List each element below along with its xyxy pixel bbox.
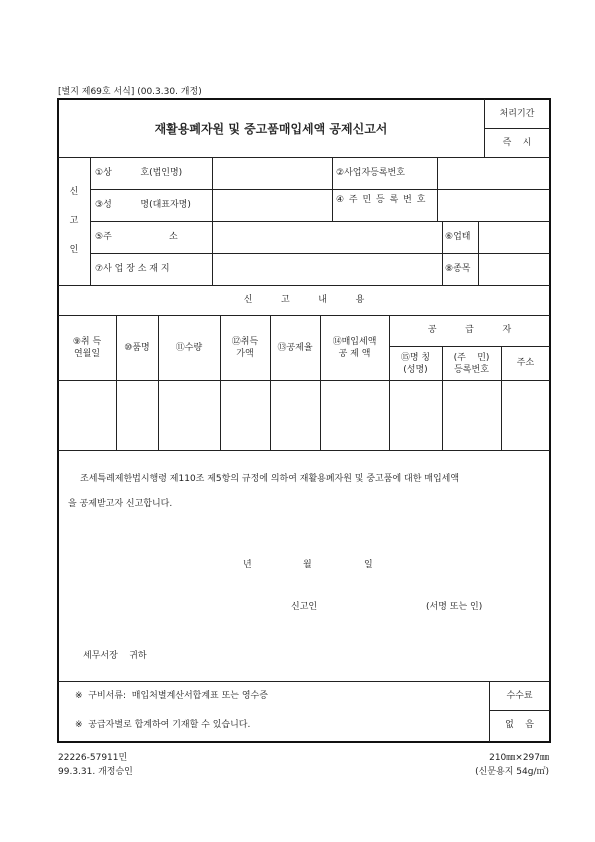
column-acquisition-price-2: 가액 bbox=[236, 349, 254, 359]
applicant-section-char-1: 신 bbox=[69, 187, 79, 197]
business-item-label: ⑧종목 bbox=[445, 264, 471, 274]
column-deduction-rate: ⑬공제율 bbox=[277, 343, 313, 353]
declaration-text-line-1: 조세특례제한법시행령 제110조 제5항의 규정에 의하여 재활용폐자원 및 중고품에 대한 매입세액 bbox=[80, 474, 460, 484]
representative-name-field[interactable] bbox=[213, 190, 331, 220]
frame-bottom bbox=[58, 741, 550, 743]
applicant-section-char-3: 인 bbox=[69, 245, 79, 255]
fee-label: 수수료 bbox=[506, 691, 533, 701]
content-section-heading: 신 고 내 용 bbox=[243, 295, 365, 305]
business-type-field[interactable] bbox=[479, 222, 548, 252]
processing-period-label: 처리기간 bbox=[499, 109, 535, 119]
applicant-section-char-2: 고 bbox=[69, 216, 79, 226]
date-month-label: 월 bbox=[303, 560, 312, 570]
applicant-sign-label: 신고인 bbox=[291, 602, 318, 612]
column-acquisition-date-1: ⑨취 득 bbox=[72, 337, 102, 347]
signature-or-seal-label: (서명 또는 인) bbox=[426, 602, 483, 612]
table-row[interactable] bbox=[58, 381, 549, 449]
resident-registration-label: ④ 주 민 등 록 번 호 bbox=[336, 195, 427, 205]
form-number-note: [별지 제69호 서식] (00.3.30. 개정) bbox=[58, 87, 202, 97]
frame-right bbox=[549, 98, 551, 743]
column-supplier-address: 주소 bbox=[516, 358, 535, 368]
column-supplier-id-2: 등록번호 bbox=[454, 365, 489, 375]
date-year-label: 년 bbox=[243, 560, 252, 570]
processing-period-value: 즉 시 bbox=[502, 138, 532, 148]
column-item-name: ⑩품명 bbox=[124, 343, 150, 353]
recipient-label: 세무서장 귀하 bbox=[83, 651, 147, 661]
required-documents-note: ※ 구비서류: 매입처별계산서합계표 또는 영수증 bbox=[75, 691, 268, 701]
column-acquisition-price-1: ⑫취득 bbox=[231, 337, 259, 347]
column-quantity: ⑪수량 bbox=[175, 343, 203, 353]
paper-size: 210㎜×297㎜ bbox=[489, 753, 549, 763]
column-supplier: 공 급 자 bbox=[427, 325, 512, 335]
fee-value: 없 음 bbox=[505, 720, 534, 730]
representative-name-label: ③성 명(대표자명) bbox=[95, 200, 191, 210]
business-location-label: ⑦사 업 장 소 재 지 bbox=[95, 264, 170, 274]
business-location-field[interactable] bbox=[213, 254, 441, 284]
business-item-field[interactable] bbox=[479, 254, 548, 284]
column-input-tax-1: ⑭매입세액 bbox=[332, 337, 377, 347]
date-day-label: 일 bbox=[364, 560, 373, 570]
column-supplier-id-1: (주 민) bbox=[453, 353, 490, 363]
resident-registration-field[interactable] bbox=[438, 190, 548, 220]
address-field[interactable] bbox=[213, 222, 441, 252]
paper-type: (신문용지 54g/㎡) bbox=[475, 767, 549, 777]
frame-top bbox=[58, 98, 550, 100]
company-name-label: ①상 호(법인명) bbox=[95, 168, 183, 178]
declaration-text-line-2: 을 공제받고자 신고합니다. bbox=[68, 499, 173, 509]
column-input-tax-2: 공 제 액 bbox=[338, 349, 371, 359]
form-title: 재활용폐자원 및 중고품매입세액 공제신고서 bbox=[154, 122, 388, 136]
business-type-label: ⑥업태 bbox=[445, 232, 471, 242]
supplier-total-note: ※ 공급자별로 합계하여 기재할 수 있습니다. bbox=[75, 720, 251, 730]
approval-date: 99.3.31. 개정승인 bbox=[58, 767, 133, 777]
column-supplier-name-1: ⑮명 칭 bbox=[400, 353, 431, 363]
column-acquisition-date-2: 연월일 bbox=[73, 349, 101, 359]
address-label: ⑤주 소 bbox=[95, 232, 178, 242]
company-name-field[interactable] bbox=[213, 158, 331, 188]
column-supplier-name-2: (성명) bbox=[403, 365, 428, 375]
business-registration-label: ②사업자등록번호 bbox=[336, 168, 405, 178]
business-registration-field[interactable] bbox=[438, 158, 548, 188]
form-code: 22226-57911민 bbox=[58, 753, 128, 763]
